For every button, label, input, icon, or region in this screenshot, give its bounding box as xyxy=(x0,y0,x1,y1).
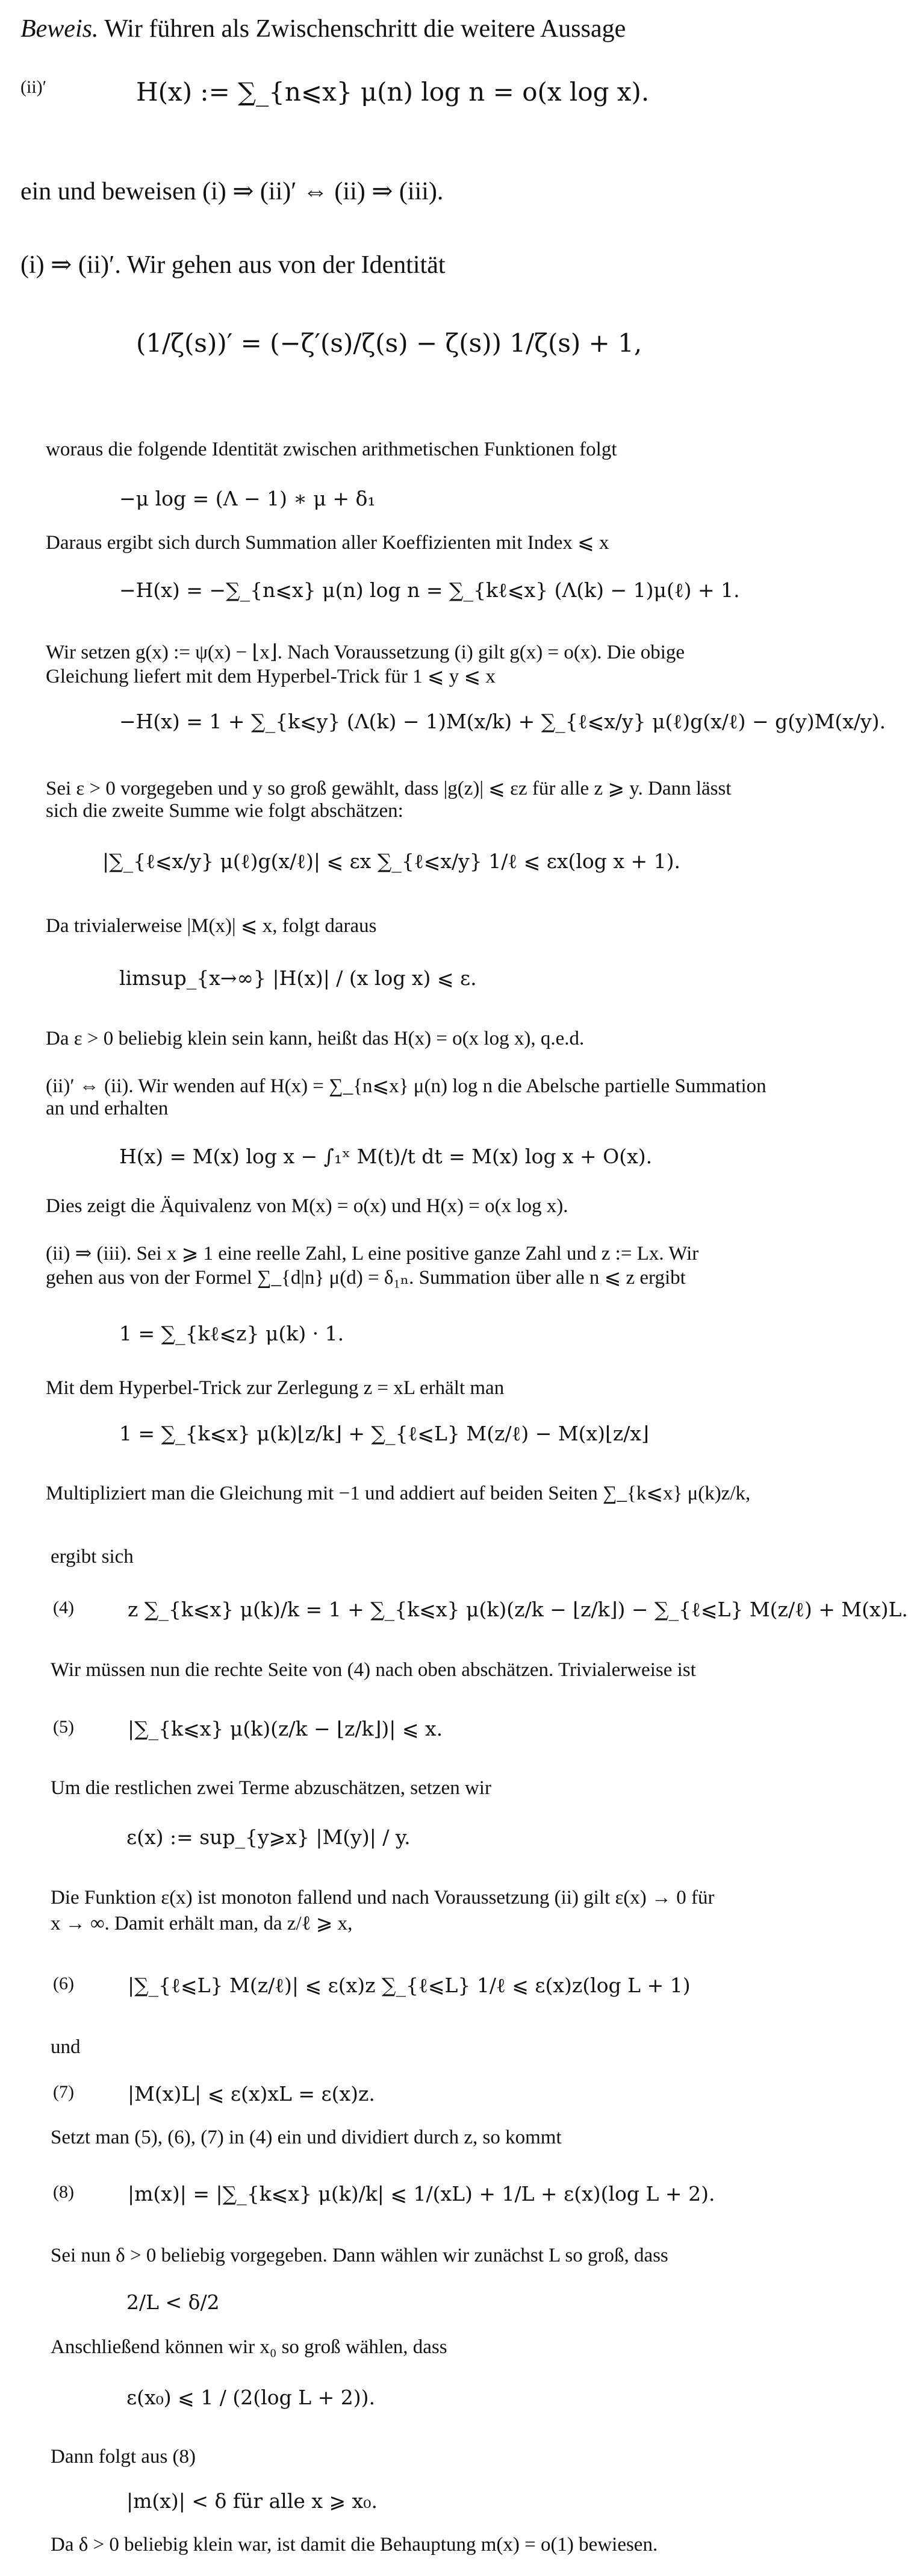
equation-label-7: (7) xyxy=(53,2082,74,2102)
equation-one-sum: 1 = ∑_{kℓ⩽z} μ(k) · 1. xyxy=(119,1322,344,1345)
paragraph-summation: Daraus ergibt sich durch Summation aller Koeffizienten mit Index ⩽ x xyxy=(46,532,609,554)
equation-epsilon-def: ε(x) := sup_{y⩾x} |M(y)| / y. xyxy=(126,1825,411,1849)
paragraph-multiply: Multipliziert man die Gleichung mit −1 und addiert auf beiden Seiten ∑_{k⩽x} μ(k)z/k, xyxy=(46,1483,751,1504)
proof-intro-line xyxy=(20,14,626,43)
paragraph-abel-line2: an und erhalten xyxy=(46,1098,169,1119)
paragraph-x0: Anschließend können wir x₀ so groß wählen, dass xyxy=(51,2336,447,2358)
paragraph-epsilon-line1: Sei ε > 0 vorgegeben und y so groß gewählt, dass |g(z)| ⩽ εz für alle z ⩾ y. Dann lässt xyxy=(46,778,732,799)
paragraph-identity-intro: (i) ⇒ (ii)′. Wir gehen aus von der Identität xyxy=(20,251,446,279)
paragraph-decomposition: Mit dem Hyperbel-Trick zur Zerlegung z = xL erhält man xyxy=(46,1377,505,1399)
equation-label-8: (8) xyxy=(53,2182,74,2202)
equation-label-ii-prime: (ii)′ xyxy=(20,77,47,97)
equation-mu-log: −μ log = (Λ − 1) ∗ μ + δ₁ xyxy=(119,487,376,510)
equation-7: |M(x)L| ⩽ ε(x)xL = ε(x)z. xyxy=(128,2082,375,2106)
equation-label-4: (4) xyxy=(53,1598,74,1618)
paragraph-qed: Da ε > 0 beliebig klein sein kann, heißt das H(x) = o(x log x), q.e.d. xyxy=(46,1028,585,1049)
paragraph-trivial-bound: Da trivialerweise |M(x)| ⩽ x, folgt daraus xyxy=(46,915,377,937)
paragraph-rhs-bound: Wir müssen nun die rechte Seite von (4) nach oben abschätzen. Trivialerweise ist xyxy=(51,1659,696,1681)
paragraph-g-line2: Gleichung liefert mit dem Hyperbel-Trick für 1 ⩽ y ⩽ x xyxy=(46,666,496,687)
equation-abel: H(x) = M(x) log x − ∫₁ˣ M(t)/t dt = M(x) log x + O(x). xyxy=(119,1145,653,1168)
equation-estimate: |∑_{ℓ⩽x/y} μ(ℓ)g(x/ℓ)| ⩽ εx ∑_{ℓ⩽x/y} 1/ℓ ⩽ εx(log x + 1). xyxy=(102,849,680,873)
equation-8: |m(x)| = |∑_{k⩽x} μ(k)/k| ⩽ 1/(xL) + 1/L + ε(x)(log L + 2). xyxy=(128,2182,715,2206)
proof-title: Beweis. xyxy=(20,15,99,43)
equation-hyperbola: −H(x) = 1 + ∑_{k⩽y} (Λ(k) − 1)M(x/k) + ∑_{ℓ⩽x/y} μ(ℓ)g(x/ℓ) − g(y)M(x/y). xyxy=(119,710,886,733)
paragraph-abel-line1: (ii)′ ⇔ (ii). Wir wenden auf H(x) = ∑_{n⩽x} μ(n) log n die Abelsche partielle Summation xyxy=(46,1075,767,1097)
equation-4: z ∑_{k⩽x} μ(k)/k = 1 + ∑_{k⩽x} μ(k)(z/k − ⌊z/k⌋) − ∑_{ℓ⩽L} M(z/ℓ) + M(x)L. xyxy=(128,1598,908,1621)
equation-one-hyperbola: 1 = ∑_{k⩽x} μ(k)⌊z/k⌋ + ∑_{ℓ⩽L} M(z/ℓ) − M(x)⌊z/x⌋ xyxy=(119,1422,649,1445)
paragraph-arithmetic: woraus die folgende Identität zwischen arithmetischen Funktionen folgt xyxy=(46,439,617,460)
proof-intro-text: Wir führen als Zwischenschritt die weitere Aussage xyxy=(104,15,626,43)
equation-label-6: (6) xyxy=(53,1974,74,1993)
equation-delta-choice: 2/L < δ/2 xyxy=(126,2290,220,2314)
equation-5: |∑_{k⩽x} μ(k)(z/k − ⌊z/k⌋)| ⩽ x. xyxy=(128,1717,443,1740)
equation-x0-choice: ε(x₀) ⩽ 1 / (2(log L + 2)). xyxy=(126,2386,375,2409)
paragraph-then: Dann folgt aus (8) xyxy=(51,2446,196,2468)
paragraph-g-line1: Wir setzen g(x) := ψ(x) − ⌊x⌋. Nach Voraussetzung (i) gilt g(x) = o(x). Die obige xyxy=(46,642,685,663)
paragraph-delta: Sei nun δ > 0 beliebig vorgegeben. Dann wählen wir zunächst L so groß, dass xyxy=(51,2245,668,2266)
equation-6: |∑_{ℓ⩽L} M(z/ℓ)| ⩽ ε(x)z ∑_{ℓ⩽L} 1/ℓ ⩽ ε(x)z(log L + 1) xyxy=(128,1974,691,1997)
paragraph-result: ergibt sich xyxy=(51,1546,134,1568)
paragraph-remaining-terms: Um die restlichen zwei Terme abzuschätzen, setzen wir xyxy=(51,1777,491,1799)
equation-final: |m(x)| < δ für alle x ⩾ x₀. xyxy=(126,2489,378,2513)
paragraph-iii-line1: (ii) ⇒ (iii). Sei x ⩾ 1 eine reelle Zahl, L eine positive ganze Zahl und z := Lx. Wir xyxy=(46,1243,699,1265)
paragraph-iii-line2: gehen aus von der Formel ∑_{d|n} μ(d) = δ₁ₙ. Summation über alle n ⩽ z ergibt xyxy=(46,1267,686,1289)
equation-ii-prime: H(x) := ∑_{n⩽x} μ(n) log n = o(x log x). xyxy=(136,77,650,107)
paragraph-epsilon-line2: sich die zweite Summe wie folgt abschätzen: xyxy=(46,800,403,822)
paragraph-conclusion: Da δ > 0 beliebig klein war, ist damit die Behauptung m(x) = o(1) bewiesen. xyxy=(51,2534,658,2556)
paragraph-monotone-line2: x → ∞. Damit erhält man, da z/ℓ ⩾ x, xyxy=(51,1913,353,1934)
paragraph-equivalence: Dies zeigt die Äquivalenz von M(x) = o(x) und H(x) = o(x log x). xyxy=(46,1195,568,1217)
equation-H-sum: −H(x) = −∑_{n⩽x} μ(n) log n = ∑_{kℓ⩽x} (Λ(k) − 1)μ(ℓ) + 1. xyxy=(119,578,740,602)
paragraph-monotone-line1: Die Funktion ε(x) ist monoton fallend und nach Voraussetzung (ii) gilt ε(x) → 0 für xyxy=(51,1887,715,1909)
equation-limsup: limsup_{x→∞} |H(x)| / (x log x) ⩽ ε. xyxy=(119,966,477,990)
paragraph-plan: ein und beweisen (i) ⇒ (ii)′ ⇔ (ii) ⇒ (iii). xyxy=(20,178,444,205)
equation-label-5: (5) xyxy=(53,1717,74,1737)
equation-zeta-identity: (1/ζ(s))′ = (−ζ′(s)/ζ(s) − ζ(s)) 1/ζ(s) + 1, xyxy=(136,328,642,358)
paragraph-and: und xyxy=(51,2036,81,2058)
paragraph-substitute: Setzt man (5), (6), (7) in (4) ein und dividiert durch z, so kommt xyxy=(51,2127,562,2148)
